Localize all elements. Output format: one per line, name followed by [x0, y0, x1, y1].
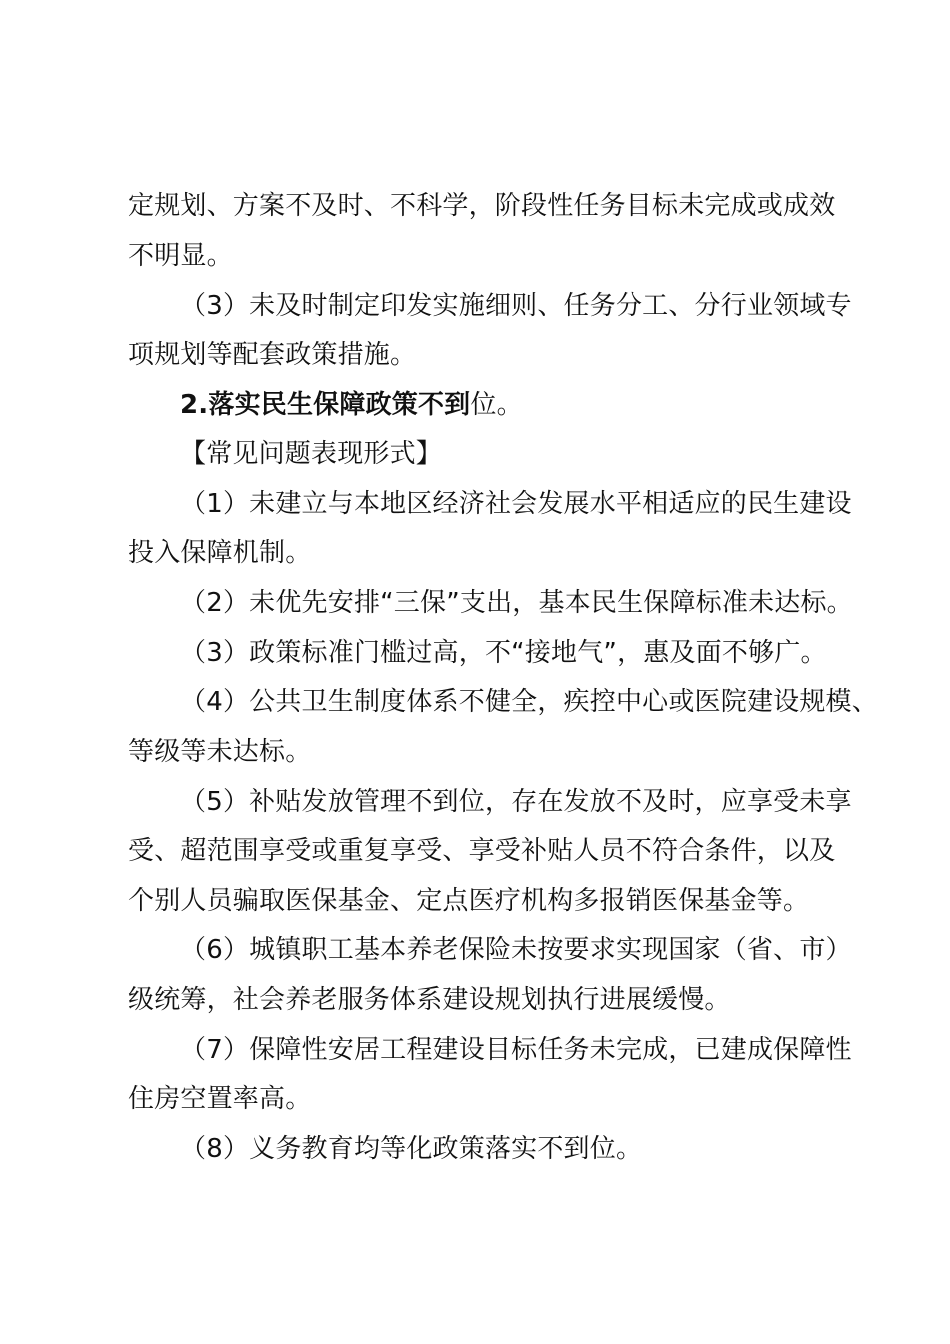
paragraph-line: 受、超范围享受或重复享受、享受补贴人员不符合条件，以及: [128, 836, 836, 866]
section-heading-tail: 位。: [470, 390, 523, 420]
paragraph-line: 投入保障机制。: [128, 538, 312, 568]
section-heading-bold: 2.落实民生保障政策不到: [180, 390, 471, 420]
list-item-line: （1）未建立与本地区经济社会发展水平相适应的民生建设: [180, 489, 852, 519]
list-item-line: （4）公共卫生制度体系不健全，疾控中心或医院建设规模、: [180, 687, 878, 717]
paragraph-line: 项规划等配套政策措施。: [128, 340, 417, 370]
list-item-line: （3）政策标准门槛过高，不“接地气”，惠及面不够广。: [180, 638, 827, 668]
paragraph-line: 不明显。: [128, 241, 233, 271]
list-item-line: （2）未优先安排“三保”支出，基本民生保障标准未达标。: [180, 588, 853, 618]
list-item-line: （5）补贴发放管理不到位，存在发放不及时，应享受未享: [180, 787, 852, 817]
paragraph-line: 住房空置率高。: [128, 1084, 312, 1114]
list-item-line: （7）保障性安居工程建设目标任务未完成，已建成保障性: [180, 1035, 852, 1065]
paragraph-line: 定规划、方案不及时、不科学，阶段性任务目标未完成或成效: [128, 191, 836, 221]
subheading: 【常见问题表现形式】: [180, 439, 443, 469]
paragraph-line: 级统筹，社会养老服务体系建设规划执行进展缓慢。: [128, 985, 731, 1015]
list-item-line: （8）义务教育均等化政策落实不到位。: [180, 1134, 643, 1164]
paragraph-line: 等级等未达标。: [128, 737, 312, 767]
paragraph-line: 个别人员骗取医保基金、定点医疗机构多报销医保基金等。: [128, 886, 810, 916]
list-item-line: （6）城镇职工基本养老保险未按要求实现国家（省、市）: [180, 935, 852, 965]
list-item-line: （3）未及时制定印发实施细则、任务分工、分行业领域专: [180, 291, 852, 321]
section-heading: [180, 389, 920, 421]
